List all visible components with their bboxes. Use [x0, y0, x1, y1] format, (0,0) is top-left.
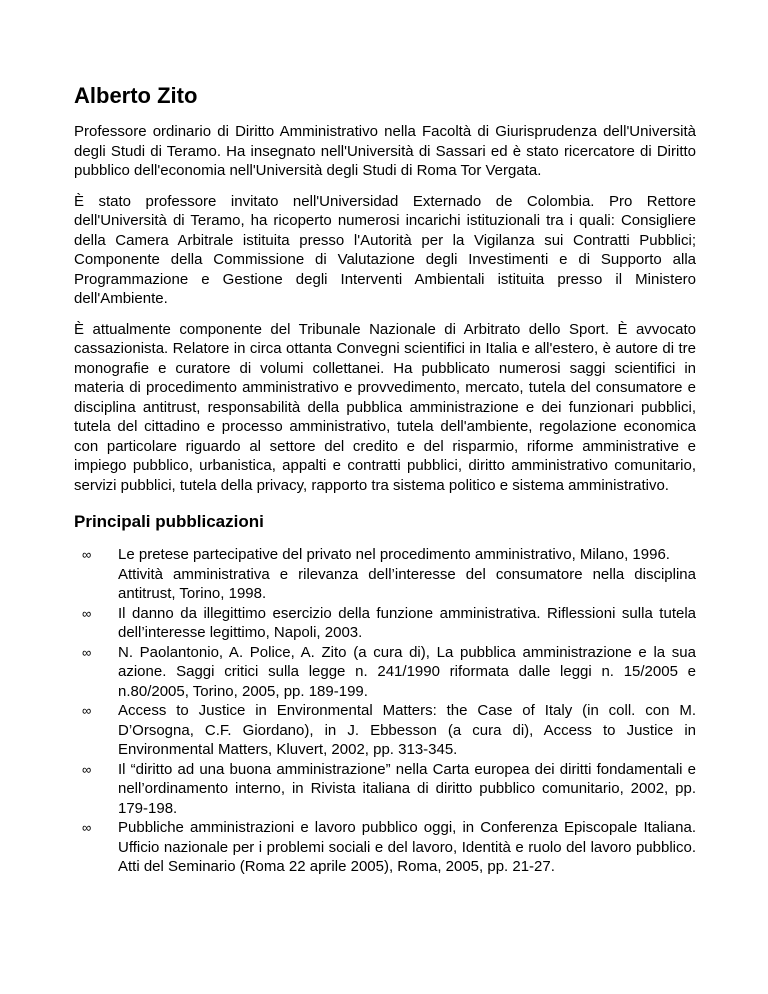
publication-text: Le pretese partecipative del privato nel procedimento amministrativo, Milano, 1996. [118, 546, 670, 563]
bio-paragraph-1: Professore ordinario di Diritto Amministrativo nella Facoltà di Giurisprudenza dell'Università degli Studi di Teramo. Ha insegnato nell'Università di Sassari ed è stato ricercatore di Diritto pubblico dell'economia nell'Università degli Studi di Roma Tor Vergata. [74, 123, 696, 179]
infinity-bullet-icon: ∞ [82, 703, 92, 718]
page-title: Alberto Zito [74, 83, 198, 108]
bio-paragraph-2: È stato professore invitato nell'Universidad Externado de Colombia. Pro Rettore dell'Università di Teramo, ha ricoperto numerosi incarichi istituzionali tra i quali: Consigliere della Camera Arbitrale istituita presso l'Autorità per la Vigilanza sui Contratti Pubblici; Componente della Commissione di Valutazione degli Investimenti e di Supporto alla Programmazione e Gestione degli Interventi Ambientali istituita presso il Ministero dell'Ambiente. [74, 192, 696, 307]
bio-paragraph-3: È attualmente componente del Tribunale Nazionale di Arbitrato dello Sport. È avvocato cassazionista. Relatore in circa ottanta Convegni scientifici in Italia e all'estero, è autore di tre monografie e curatore di volumi collettanei. Ha pubblicato numerosi saggi scientifici in materia di procedimento amministrativo e provvedimento, mercato, tutela del consumatore e disciplina antitrust, responsabilità della pubblica amministrazione e dei funzionari pubblici, tutela del cittadino e processo amministrativo, tutela dell'ambiente, regolazione economica con particolare riguardo al settore del credito e del risparmio, riforme amministrative e impiego pubblico, urbanistica, appalti e contratti pubblici, diritto amministrativo comunitario, servizi pubblici, tutela della privacy, rapporto tra sistema politico e sistema amministrativo. [74, 320, 696, 494]
infinity-bullet-icon: ∞ [82, 820, 92, 835]
infinity-bullet-icon: ∞ [82, 547, 92, 562]
list-item [82, 643, 696, 702]
publication-text-continued: Attività amministrativa e rilevanza dell’interesse del consumatore nella disciplina antitrust, Torino, 1998. [118, 565, 696, 602]
list-item [82, 545, 696, 604]
publications-list [74, 545, 696, 877]
publication-text: Il danno da illegittimo esercizio della funzione amministrativa. Riflessioni sulla tutela dell’interesse legittimo, Napoli, 2003. [118, 604, 696, 641]
publication-text: Il “diritto ad una buona amministrazione” nella Carta europea dei diritti fondamentali e nell’ordinamento interno, in Rivista italiana di diritto pubblico comunitario, 2002, pp. 179-198. [118, 760, 696, 817]
infinity-bullet-icon: ∞ [82, 761, 92, 777]
list-item [82, 604, 696, 643]
list-item [82, 701, 696, 760]
list-item [82, 760, 696, 819]
publication-text: Access to Justice in Environmental Matters: the Case of Italy (in coll. con M. D’Orsogna, C.F. Giordano), in J. Ebbesson (a cura di), Access to Justice in Environmental Matters, Kluvert, 2002, pp. 313-345. [118, 702, 696, 758]
publication-text: Pubbliche amministrazioni e lavoro pubblico oggi, in Conferenza Episcopale Italiana. Ufficio nazionale per i problemi sociali e del lavoro, Identità e ruolo del lavoro pubblico. Atti del Seminario (Roma 22 aprile 2005), Roma, 2005, pp. 21-27. [118, 819, 696, 875]
publication-text: N. Paolantonio, A. Police, A. Zito (a cura di), La pubblica amministrazione e la sua azione. Saggi critici sulla legge n. 241/1990 riformata dalle leggi n. 15/2005 e n.80/2005, Torino, 2005, pp. 189-199. [118, 643, 696, 700]
infinity-bullet-icon: ∞ [82, 605, 92, 621]
document-page [74, 82, 696, 877]
list-item [82, 818, 696, 877]
publications-heading: Principali pubblicazioni [74, 512, 264, 531]
infinity-bullet-icon: ∞ [82, 644, 92, 660]
